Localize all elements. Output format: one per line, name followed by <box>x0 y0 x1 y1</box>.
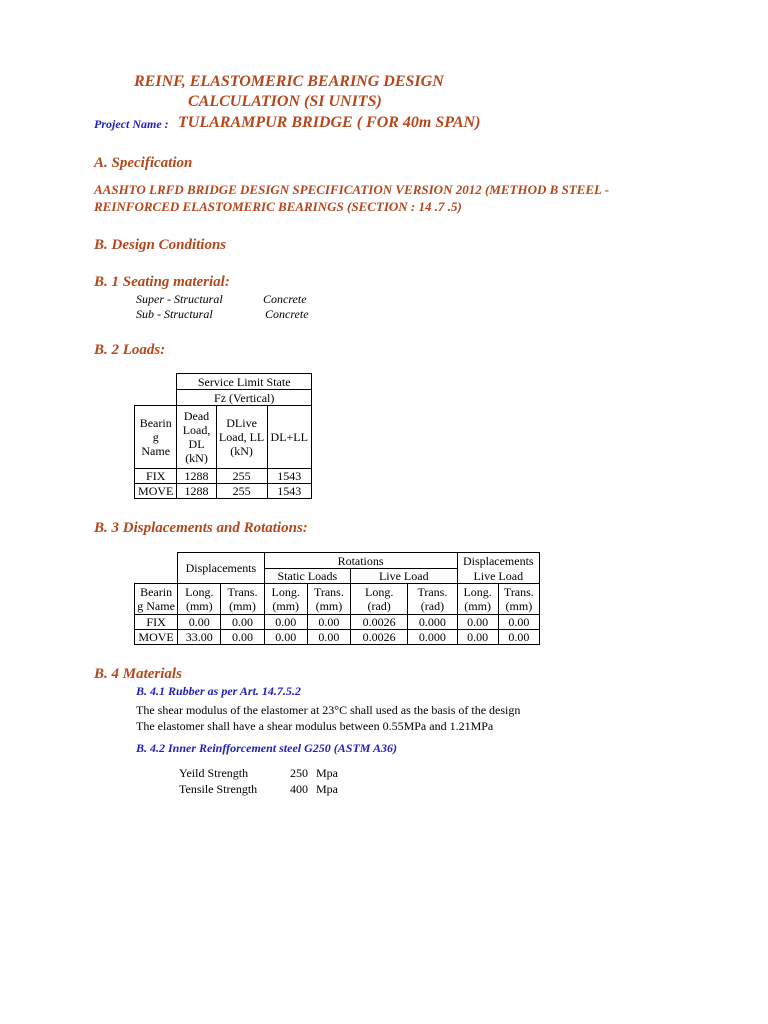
disp-unit-cell: Trans. (rad) <box>408 584 457 615</box>
disp-cell: 0.000 <box>408 615 457 630</box>
rubber-text-1: The shear modulus of the elastomer at 23°C shall used as the basis of the design <box>136 703 521 717</box>
disp-unit-cell: Trans. (mm) <box>498 584 539 615</box>
disp-cell: 0.00 <box>498 615 539 630</box>
loads-cell: 1543 <box>267 469 311 484</box>
disp-cell: 0.00 <box>457 630 498 645</box>
loads-header-bearing: Bearin g Name <box>135 406 177 469</box>
disp-unit-cell: Trans. (mm) <box>221 584 264 615</box>
disp-unit-cell: Long. (mm) <box>457 584 498 615</box>
loads-header-fz: Fz (Vertical) <box>177 390 312 406</box>
disp-cell: 0.0026 <box>351 615 408 630</box>
section-a-heading: A. Specification <box>94 155 193 171</box>
disp-cell: 33.00 <box>178 630 221 645</box>
disp-cell: 0.0026 <box>351 630 408 645</box>
loads-header-total: DL+LL <box>267 406 311 469</box>
loads-heading: B. 2 Loads: <box>94 342 166 358</box>
disp-cell: 0.00 <box>264 615 307 630</box>
disp-cell: 0.00 <box>498 630 539 645</box>
rubber-heading: B. 4.1 Rubber as per Art. 14.7.5.2 <box>136 684 301 698</box>
loads-cell: 255 <box>216 484 267 499</box>
disp-header-liveload: Live Load <box>351 569 458 584</box>
title-line-1: REINF, ELASTOMERIC BEARING DESIGN <box>134 73 444 90</box>
table-row <box>135 615 540 630</box>
loads-header-service: Service Limit State <box>177 374 312 390</box>
steel-value-yield: 250 <box>290 766 308 780</box>
disp-unit-cell: Long. (mm) <box>264 584 307 615</box>
disp-cell: FIX <box>135 615 178 630</box>
disp-header-displacements: Displacements <box>178 553 264 584</box>
steel-unit-tensile: Mpa <box>316 782 338 796</box>
disp-header-liveload-2: Live Load <box>457 569 539 584</box>
steel-label-yield: Yeild Strength <box>179 766 249 780</box>
loads-cell: MOVE <box>135 484 177 499</box>
materials-heading: B. 4 Materials <box>94 666 182 682</box>
disp-header-bearing: Bearin g Name <box>135 584 178 615</box>
seating-label-sub: Sub - Structural <box>136 307 213 321</box>
displacements-table <box>134 552 540 645</box>
loads-table <box>134 373 312 499</box>
disp-cell: MOVE <box>135 630 178 645</box>
loads-cell: 1288 <box>177 484 216 499</box>
disp-cell: 0.00 <box>221 630 264 645</box>
disp-header-rotations: Rotations <box>264 553 457 569</box>
steel-heading: B. 4.2 Inner Reinfforcement steel G250 (ASTM A36) <box>136 741 398 755</box>
seating-label-super: Super - Structural <box>136 292 223 306</box>
loads-header-live: DLive Load, LL (kN) <box>216 406 267 469</box>
disp-cell: 0.00 <box>264 630 307 645</box>
steel-unit-yield: Mpa <box>316 766 338 780</box>
section-b-heading: B. Design Conditions <box>94 237 227 253</box>
project-name: TULARAMPUR BRIDGE ( FOR 40m SPAN) <box>178 114 481 131</box>
title-line-2: CALCULATION (SI UNITS) <box>188 93 382 110</box>
disp-cell: 0.000 <box>408 630 457 645</box>
rubber-text-2: The elastomer shall have a shear modulus between 0.55MPa and 1.21MPa <box>136 719 494 733</box>
disp-cell: 0.00 <box>178 615 221 630</box>
specification-text: AASHTO LRFD BRIDGE DESIGN SPECIFICATION VERSION 2012 (METHOD B STEEL - REINFORCED ELASTOMERIC BEARINGS (SECTION : 14 .7 .5) <box>94 182 610 214</box>
loads-cell: 255 <box>216 469 267 484</box>
displacements-heading: B. 3 Displacements and Rotations: <box>94 520 308 536</box>
table-row <box>135 469 312 484</box>
disp-cell: 0.00 <box>221 615 264 630</box>
seating-value-super: Concrete <box>263 292 307 306</box>
table-row <box>135 484 312 499</box>
loads-cell: 1288 <box>177 469 216 484</box>
disp-unit-cell: Trans. (mm) <box>307 584 350 615</box>
steel-label-tensile: Tensile Strength <box>179 782 258 796</box>
seating-material-heading: B. 1 Seating material: <box>94 274 230 290</box>
loads-cell: 1543 <box>267 484 311 499</box>
disp-cell: 0.00 <box>307 615 350 630</box>
disp-header-static: Static Loads <box>264 569 350 584</box>
loads-header-dead: Dead Load, DL (kN) <box>177 406 216 469</box>
disp-cell: 0.00 <box>307 630 350 645</box>
disp-unit-cell: Long. (rad) <box>351 584 408 615</box>
table-row <box>135 630 540 645</box>
steel-value-tensile: 400 <box>290 782 308 796</box>
disp-unit-cell: Long. (mm) <box>178 584 221 615</box>
loads-cell: FIX <box>135 469 177 484</box>
disp-cell: 0.00 <box>457 615 498 630</box>
disp-header-displacements-live: Displacements <box>457 553 539 569</box>
seating-value-sub: Concrete <box>265 307 309 321</box>
project-label: Project Name : <box>94 117 169 131</box>
